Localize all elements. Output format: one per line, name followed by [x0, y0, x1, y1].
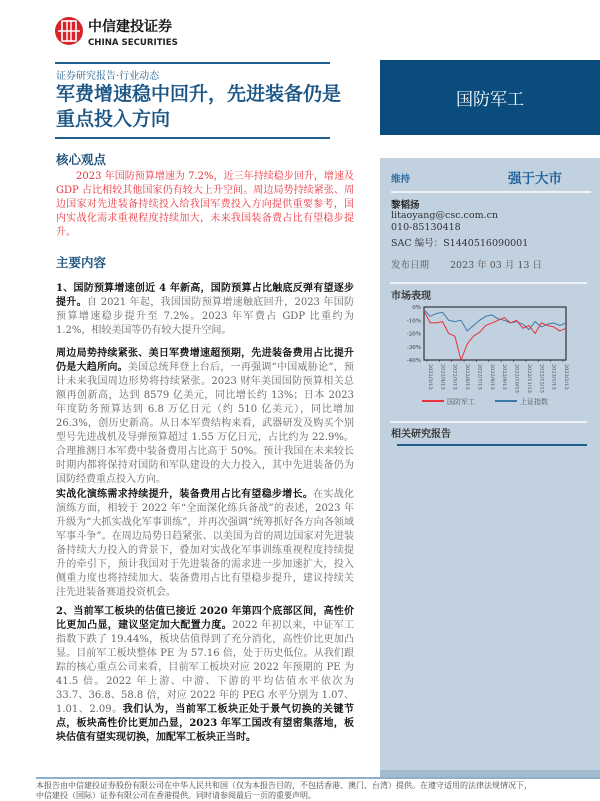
x-tick-label: 2022/4/13 [439, 364, 446, 390]
footer-divider [36, 777, 600, 779]
sector-badge: 国防军工 [380, 60, 600, 135]
x-tick-label: 2023/1/13 [550, 364, 557, 390]
paragraph-lead: 实战化演练需求持续提升，装备费用占比有望稳步增长。 [56, 489, 314, 500]
x-tick-label: 2022/9/13 [501, 364, 508, 390]
paragraph-text: 在实战化演练方面，相较于 2022 年“全面深化练兵备战”的表述，2023 年升级为“大抓实战化军事训练”，并再次强调“统筹抓好各方向各领域军事斗争”。在周边局势日趋紧张、以美国为首的周边国家对先进装备持续大力投入的背景下，叠加对实战化军事训练重视程度持续提升的牵引下，预计我国对于先进装备的需求进一步加速扩大，投入侧重力度也将持续加大、装备费用占比有望稳步提升，建议持续关注先进装备赛道投资机会。 [56, 489, 355, 598]
x-tick-label: 2022/3/13 [427, 364, 433, 390]
divider [390, 282, 587, 284]
disclaimer [36, 781, 532, 801]
y-tick-label: -10% [406, 318, 421, 325]
y-tick-label: -30% [406, 344, 421, 351]
divider [55, 137, 330, 139]
core-heading: 核心观点 [56, 152, 107, 167]
x-tick-label: 2022/8/13 [488, 364, 495, 390]
company-logo [55, 14, 195, 50]
disclaimer-line: 本报告由中信建投证券股份有限公司在中华人民共和国（仅为本报告目的，不包括香港、澳门、台湾）提供。在遵守适用的法律法规情况下， [36, 781, 532, 790]
x-tick-label: 2022/12/13 [538, 364, 545, 393]
related-heading: 相关研究报告 [391, 429, 451, 440]
x-tick-label: 2022/5/13 [451, 364, 458, 390]
paragraph-text: 美国总统拜登上台后，一再强调“中国威胁论”，预计未来我国周边形势将持续紧张。2023 财年美国国防预算相关总额再创新高，达到 8579 亿美元，同比增长约 13%；日本 2023 年度防务预算达到 6.8 万亿日元（约 510 亿美元），同比增加 26.3%，创历史新高。从日本军费结构来看，武器研发及购买个别型号先进战机及导弹预算超过 1.55 万亿日元，占比约为 22.9%。合理推测日本军费中装备费用占比高于 50%。预计我国在未来较长时期内都将保持对国防和军队建设的大力投入，其中先进装备仍为国防经费重点投入方向。 [56, 362, 354, 485]
y-tick-label: -40% [406, 358, 421, 364]
x-tick-label: 2023/2/13 [563, 364, 569, 390]
page-title: 军费增速稳中回升，先进装备仍是重点投入方向 [56, 83, 342, 130]
paragraph-lead: 1、国防预算增速创近 4 年新高，国防预算占比触底反弹有望逐步提升。 [56, 283, 354, 308]
paragraph [56, 347, 354, 487]
paragraph-conclusion: 我们认为，当前军工板块正处于景气切换的关键节点，板块高性价比更加凸显，2023 年军工国改有望密集落地，板块估值有望实现切换，加配军工板块正当时。 [56, 704, 355, 743]
legend-label: 国防军工 [447, 398, 475, 406]
rating-value: 强于大市 [508, 171, 562, 187]
analyst-email: litaoyang@csc.com.cn [391, 210, 499, 221]
paragraph-text: 自 2021 年起，我国国防预算增速触底回升，2023 年国防预算增速稳步提升至 7.2%。2023 年军费占 GDP 比重约为 1.2%，相较美国等仍有较大提升空间。 [56, 297, 355, 336]
divider [391, 191, 591, 193]
analyst-phone: 010-85130418 [391, 222, 461, 233]
plot-frame [424, 307, 566, 360]
divider [390, 421, 587, 423]
x-tick-label: 2022/7/13 [476, 364, 483, 390]
logo-en: CHINA SECURITIES [88, 38, 178, 48]
paragraph-lead: 周边局势持续紧张、美日军费增速超预期，先进装备费用占比提升仍是大趋所向。 [56, 348, 354, 373]
rating-label: 维持 [391, 174, 411, 185]
x-tick-label: 2022/11/13 [525, 364, 532, 393]
market-heading: 市场表现 [391, 291, 431, 302]
x-tick-label: 2022/6/13 [464, 364, 471, 390]
divider [397, 444, 587, 446]
sidebar [380, 158, 600, 770]
paragraph [56, 282, 354, 338]
legend-label: 上证指数 [520, 398, 548, 406]
date-label: 发布日期 [391, 260, 430, 271]
analyst-sac: SAC 编号：S1440516090001 [391, 238, 529, 249]
market-chart [380, 300, 600, 410]
disclaimer-line: 中信建投（国际）证券有限公司在香港提供。同时请参阅最后一页的重要声明。 [36, 791, 316, 800]
x-tick-label: 2022/10/13 [513, 364, 520, 393]
core-text: 2023 年国防预算增速为 7.2%，近三年持续稳步回升，增速及 GDP 占比相较其他国家仍有较大上升空间。周边局势持续紧张、周边国家对先进装备持续投入给我国军费投入方向提供重要参考，国内实战化需求重视程度持续加大，未来我国装备费占比有望稳步提升。 [56, 171, 354, 238]
paragraph-text: 2022 年初以来，中证军工指数下跌了 19.44%，板块估值得到了充分消化，高性价比更加凸显。目前军工板块整体 PE 为 57.16 倍，处于历史低位。从我们跟踪的核心重点公司来看，目前军工板块对应 2022 年预期的 PE 为 41.5 倍。2022 年上游、中游、下游的平均估值水平依次为 33.7、36.8、58.8 倍，对应 2022 年的 PEG 水平分别为 1.07、1.01、2.09。 [56, 620, 354, 715]
y-tick-label: 0% [412, 305, 421, 311]
analyst-name: 黎韬扬 [391, 200, 420, 211]
y-tick-label: -20% [406, 331, 421, 338]
report-type: 证券研究报告·行业动态 [56, 71, 160, 82]
divider [55, 62, 330, 64]
paragraph [56, 605, 354, 745]
main-heading: 主要内容 [56, 255, 107, 270]
paragraph-lead: 2、当前军工板块的估值已接近 2020 年第四个底部区间，高性价比更加凸显，建议坚定加大配置力度。 [56, 606, 354, 631]
logo-cn: 中信建投证券 [88, 19, 172, 35]
publish-date: 2023 年 03 月 13 日 [450, 260, 542, 271]
paragraph [56, 488, 354, 600]
